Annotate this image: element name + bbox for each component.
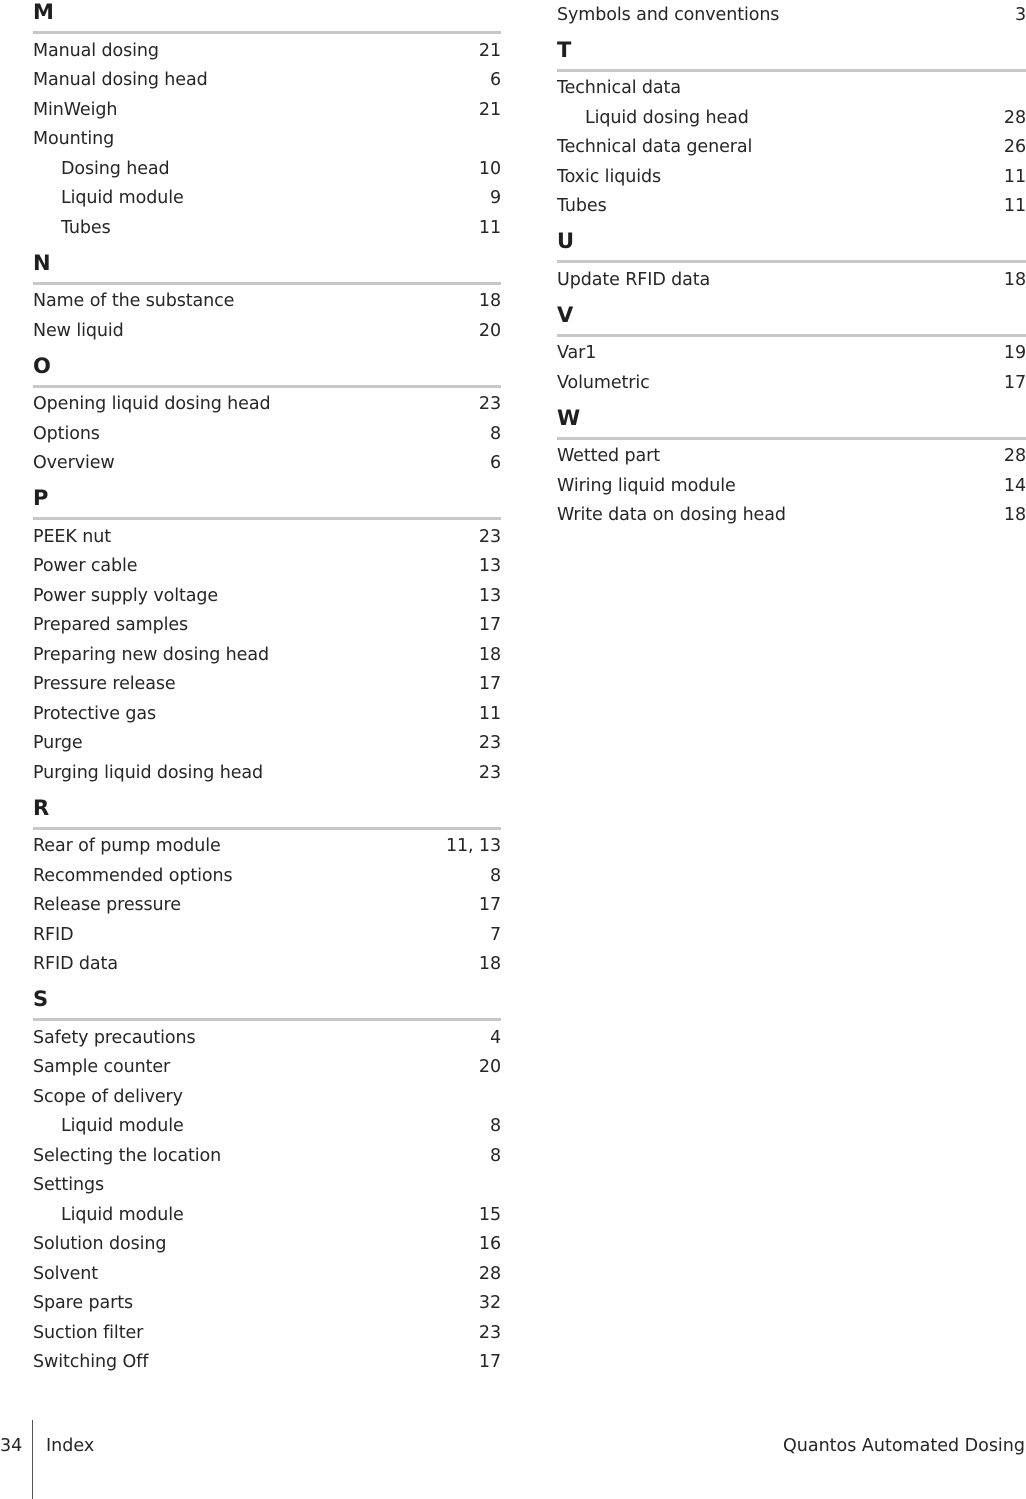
index-letter-heading: V (557, 302, 574, 327)
index-entry (33, 920, 501, 950)
section-divider (557, 437, 1026, 440)
index-term: Var1 (557, 343, 597, 364)
index-term: Prepared samples (33, 615, 189, 636)
index-letter-heading: O (33, 353, 51, 378)
index-term: MinWeigh (33, 99, 118, 120)
index-section (33, 796, 501, 980)
index-entry (33, 891, 501, 921)
index-page-ref: 21 (478, 99, 501, 120)
index-entry (33, 611, 501, 641)
index-letter-heading: M (33, 0, 54, 24)
index-term: Opening liquid dosing head (33, 394, 271, 415)
index-entry (33, 1230, 501, 1260)
index-term: Dosing head (61, 158, 170, 179)
index-entry (33, 1023, 501, 1053)
index-page-ref: 26 (1003, 137, 1026, 158)
index-term: Solvent (33, 1263, 99, 1284)
index-entry (557, 74, 1026, 104)
index-term: Tubes (557, 196, 607, 217)
index-term: Purge (33, 733, 83, 754)
index-term: Sample counter (33, 1057, 171, 1078)
index-entry (557, 442, 1026, 472)
index-page-ref: 23 (478, 526, 501, 547)
index-page-ref: 15 (478, 1204, 501, 1225)
index-term: Options (33, 423, 100, 444)
index-entry (33, 287, 501, 317)
index-column-left (33, 0, 501, 1385)
index-term: Overview (33, 453, 115, 474)
index-term: Scope of delivery (33, 1086, 183, 1107)
index-page-ref: 23 (478, 762, 501, 783)
index-section (33, 987, 501, 1377)
index-page-ref: 8 (489, 865, 501, 886)
index-term: Write data on dosing head (557, 505, 786, 526)
index-entry (33, 729, 501, 759)
index-entry (33, 758, 501, 788)
index-term: Switching Off (33, 1352, 149, 1373)
index-entry (33, 95, 501, 125)
index-entry (33, 522, 501, 552)
index-page-ref: 8 (489, 1116, 501, 1137)
index-term: Pressure release (33, 674, 176, 695)
index-section (33, 0, 501, 243)
index-subentry (33, 1200, 501, 1230)
page-number: 34 (0, 1436, 23, 1456)
index-entry (33, 832, 501, 862)
index-column-right (557, 0, 1026, 538)
index-page-ref: 14 (1003, 475, 1026, 496)
index-entry (33, 1318, 501, 1348)
index-entry (33, 581, 501, 611)
index-entry (33, 1082, 501, 1112)
index-entry (33, 1171, 501, 1201)
index-entry (33, 1259, 501, 1289)
index-page-ref: 28 (1003, 107, 1026, 128)
footer-product-name: Quantos Automated Dosing (783, 1436, 1025, 1456)
index-term: Volumetric (557, 372, 650, 393)
index-section (557, 0, 1026, 30)
index-page-ref: 17 (478, 615, 501, 636)
index-term: Manual dosing head (33, 70, 208, 91)
index-page-ref: 32 (478, 1293, 501, 1314)
index-section (33, 251, 501, 346)
index-term: Settings (33, 1175, 104, 1196)
index-letter-heading: S (33, 987, 49, 1011)
index-page-ref: 17 (478, 674, 501, 695)
section-divider (33, 385, 501, 388)
index-term: Suction filter (33, 1322, 144, 1343)
index-entry (33, 449, 501, 479)
index-page-ref: 9 (489, 188, 501, 209)
index-term: Rear of pump module (33, 836, 221, 857)
index-term: Spare parts (33, 1293, 133, 1314)
index-page-ref: 23 (478, 394, 501, 415)
index-term: Preparing new dosing head (33, 644, 269, 665)
index-page-ref: 21 (478, 40, 501, 61)
index-page-ref: 17 (478, 1352, 501, 1373)
index-page-ref: 23 (478, 733, 501, 754)
index-page-ref: 18 (1003, 505, 1026, 526)
index-entry (33, 1289, 501, 1319)
index-entry (33, 125, 501, 155)
index-page-ref: 28 (1003, 446, 1026, 467)
index-page-ref: 18 (478, 954, 501, 975)
index-section (33, 486, 501, 788)
index-entry (33, 670, 501, 700)
index-page-ref: 6 (489, 453, 501, 474)
index-page-ref: 13 (478, 585, 501, 606)
index-entry (33, 1348, 501, 1378)
index-entry (557, 265, 1026, 295)
index-page-ref: 3 (1014, 4, 1026, 25)
index-section (557, 303, 1026, 398)
index-term: Protective gas (33, 703, 156, 724)
index-term: New liquid (33, 320, 124, 341)
index-term: Selecting the location (33, 1145, 222, 1166)
index-page-ref: 20 (478, 320, 501, 341)
index-page-ref: 28 (478, 1263, 501, 1284)
index-entry (33, 1053, 501, 1083)
index-page-ref: 11 (1003, 166, 1026, 187)
index-term: Toxic liquids (557, 166, 661, 187)
index-entry (557, 368, 1026, 398)
index-term: RFID data (33, 954, 118, 975)
index-subentry (33, 1112, 501, 1142)
index-entry (557, 192, 1026, 222)
section-divider (33, 1018, 501, 1021)
index-entry (557, 501, 1026, 531)
index-term: Power cable (33, 556, 138, 577)
index-entry (33, 316, 501, 346)
section-divider (33, 517, 501, 520)
index-page-ref: 11 (1003, 196, 1026, 217)
index-page-ref: 6 (489, 70, 501, 91)
index-page-ref: 23 (478, 1322, 501, 1343)
index-page-ref: 18 (478, 291, 501, 312)
index-page-ref: 18 (1003, 269, 1026, 290)
index-term: Power supply voltage (33, 585, 219, 606)
index-page-ref: 8 (489, 423, 501, 444)
index-entry (33, 36, 501, 66)
index-entry (33, 1141, 501, 1171)
index-term: Recommended options (33, 865, 233, 886)
index-section (33, 354, 501, 479)
index-term: Tubes (61, 217, 111, 238)
index-term: Mounting (33, 129, 115, 150)
index-term: Safety precautions (33, 1027, 196, 1048)
index-page-ref: 17 (478, 895, 501, 916)
index-subentry (33, 154, 501, 184)
index-letter-heading: T (557, 37, 572, 62)
index-entry (33, 66, 501, 96)
index-entry (33, 640, 501, 670)
index-page-ref: 8 (489, 1145, 501, 1166)
section-divider (33, 827, 501, 830)
index-term: Symbols and conventions (557, 4, 780, 25)
index-page-ref: 11, 13 (445, 836, 501, 857)
section-divider (557, 260, 1026, 263)
index-entry (557, 0, 1026, 30)
index-term: Solution dosing (33, 1234, 167, 1255)
index-term: Wetted part (557, 446, 660, 467)
index-term: Liquid module (61, 188, 184, 209)
index-term: Manual dosing (33, 40, 159, 61)
index-section (557, 38, 1026, 222)
section-divider (33, 282, 501, 285)
index-entry (557, 339, 1026, 369)
index-term: Purging liquid dosing head (33, 762, 264, 783)
section-divider (557, 334, 1026, 337)
index-entry (33, 861, 501, 891)
index-letter-heading: R (33, 795, 50, 820)
index-letter-heading: W (557, 405, 581, 430)
index-page-ref: 10 (478, 158, 501, 179)
index-entry (557, 133, 1026, 163)
index-section (557, 229, 1026, 295)
index-term: Wiring liquid module (557, 475, 736, 496)
index-entry (33, 419, 501, 449)
index-page-ref: 16 (478, 1234, 501, 1255)
index-entry (557, 162, 1026, 192)
index-entry (33, 552, 501, 582)
index-entry (557, 471, 1026, 501)
index-page-ref: 20 (478, 1057, 501, 1078)
index-letter-heading: P (33, 486, 49, 510)
section-divider (33, 31, 501, 34)
index-term: RFID (33, 924, 74, 945)
section-divider (557, 69, 1026, 72)
index-term: Update RFID data (557, 269, 711, 290)
index-entry (33, 950, 501, 980)
index-page-ref: 7 (489, 924, 501, 945)
index-page-ref: 13 (478, 556, 501, 577)
index-term: PEEK nut (33, 526, 111, 547)
index-entry (33, 390, 501, 420)
index-page-ref: 4 (489, 1027, 501, 1048)
index-subentry (557, 103, 1026, 133)
index-term: Liquid dosing head (585, 107, 749, 128)
index-page-ref: 11 (478, 703, 501, 724)
index-section (557, 406, 1026, 531)
index-letter-heading: U (557, 229, 575, 253)
index-term: Liquid module (61, 1204, 184, 1225)
index-term: Technical data general (557, 137, 753, 158)
index-term: Name of the substance (33, 291, 235, 312)
footer-section-title: Index (46, 1436, 95, 1456)
index-entry (33, 699, 501, 729)
index-page-ref: 18 (478, 644, 501, 665)
page-footer (0, 1420, 1026, 1499)
footer-divider (32, 1420, 33, 1499)
index-term: Release pressure (33, 895, 181, 916)
index-subentry (33, 213, 501, 243)
index-page-ref: 11 (478, 217, 501, 238)
index-letter-heading: N (33, 250, 51, 275)
index-term: Liquid module (61, 1116, 184, 1137)
index-subentry (33, 184, 501, 214)
index-page-ref: 19 (1003, 343, 1026, 364)
index-page-ref: 17 (1003, 372, 1026, 393)
index-term: Technical data (557, 78, 681, 99)
